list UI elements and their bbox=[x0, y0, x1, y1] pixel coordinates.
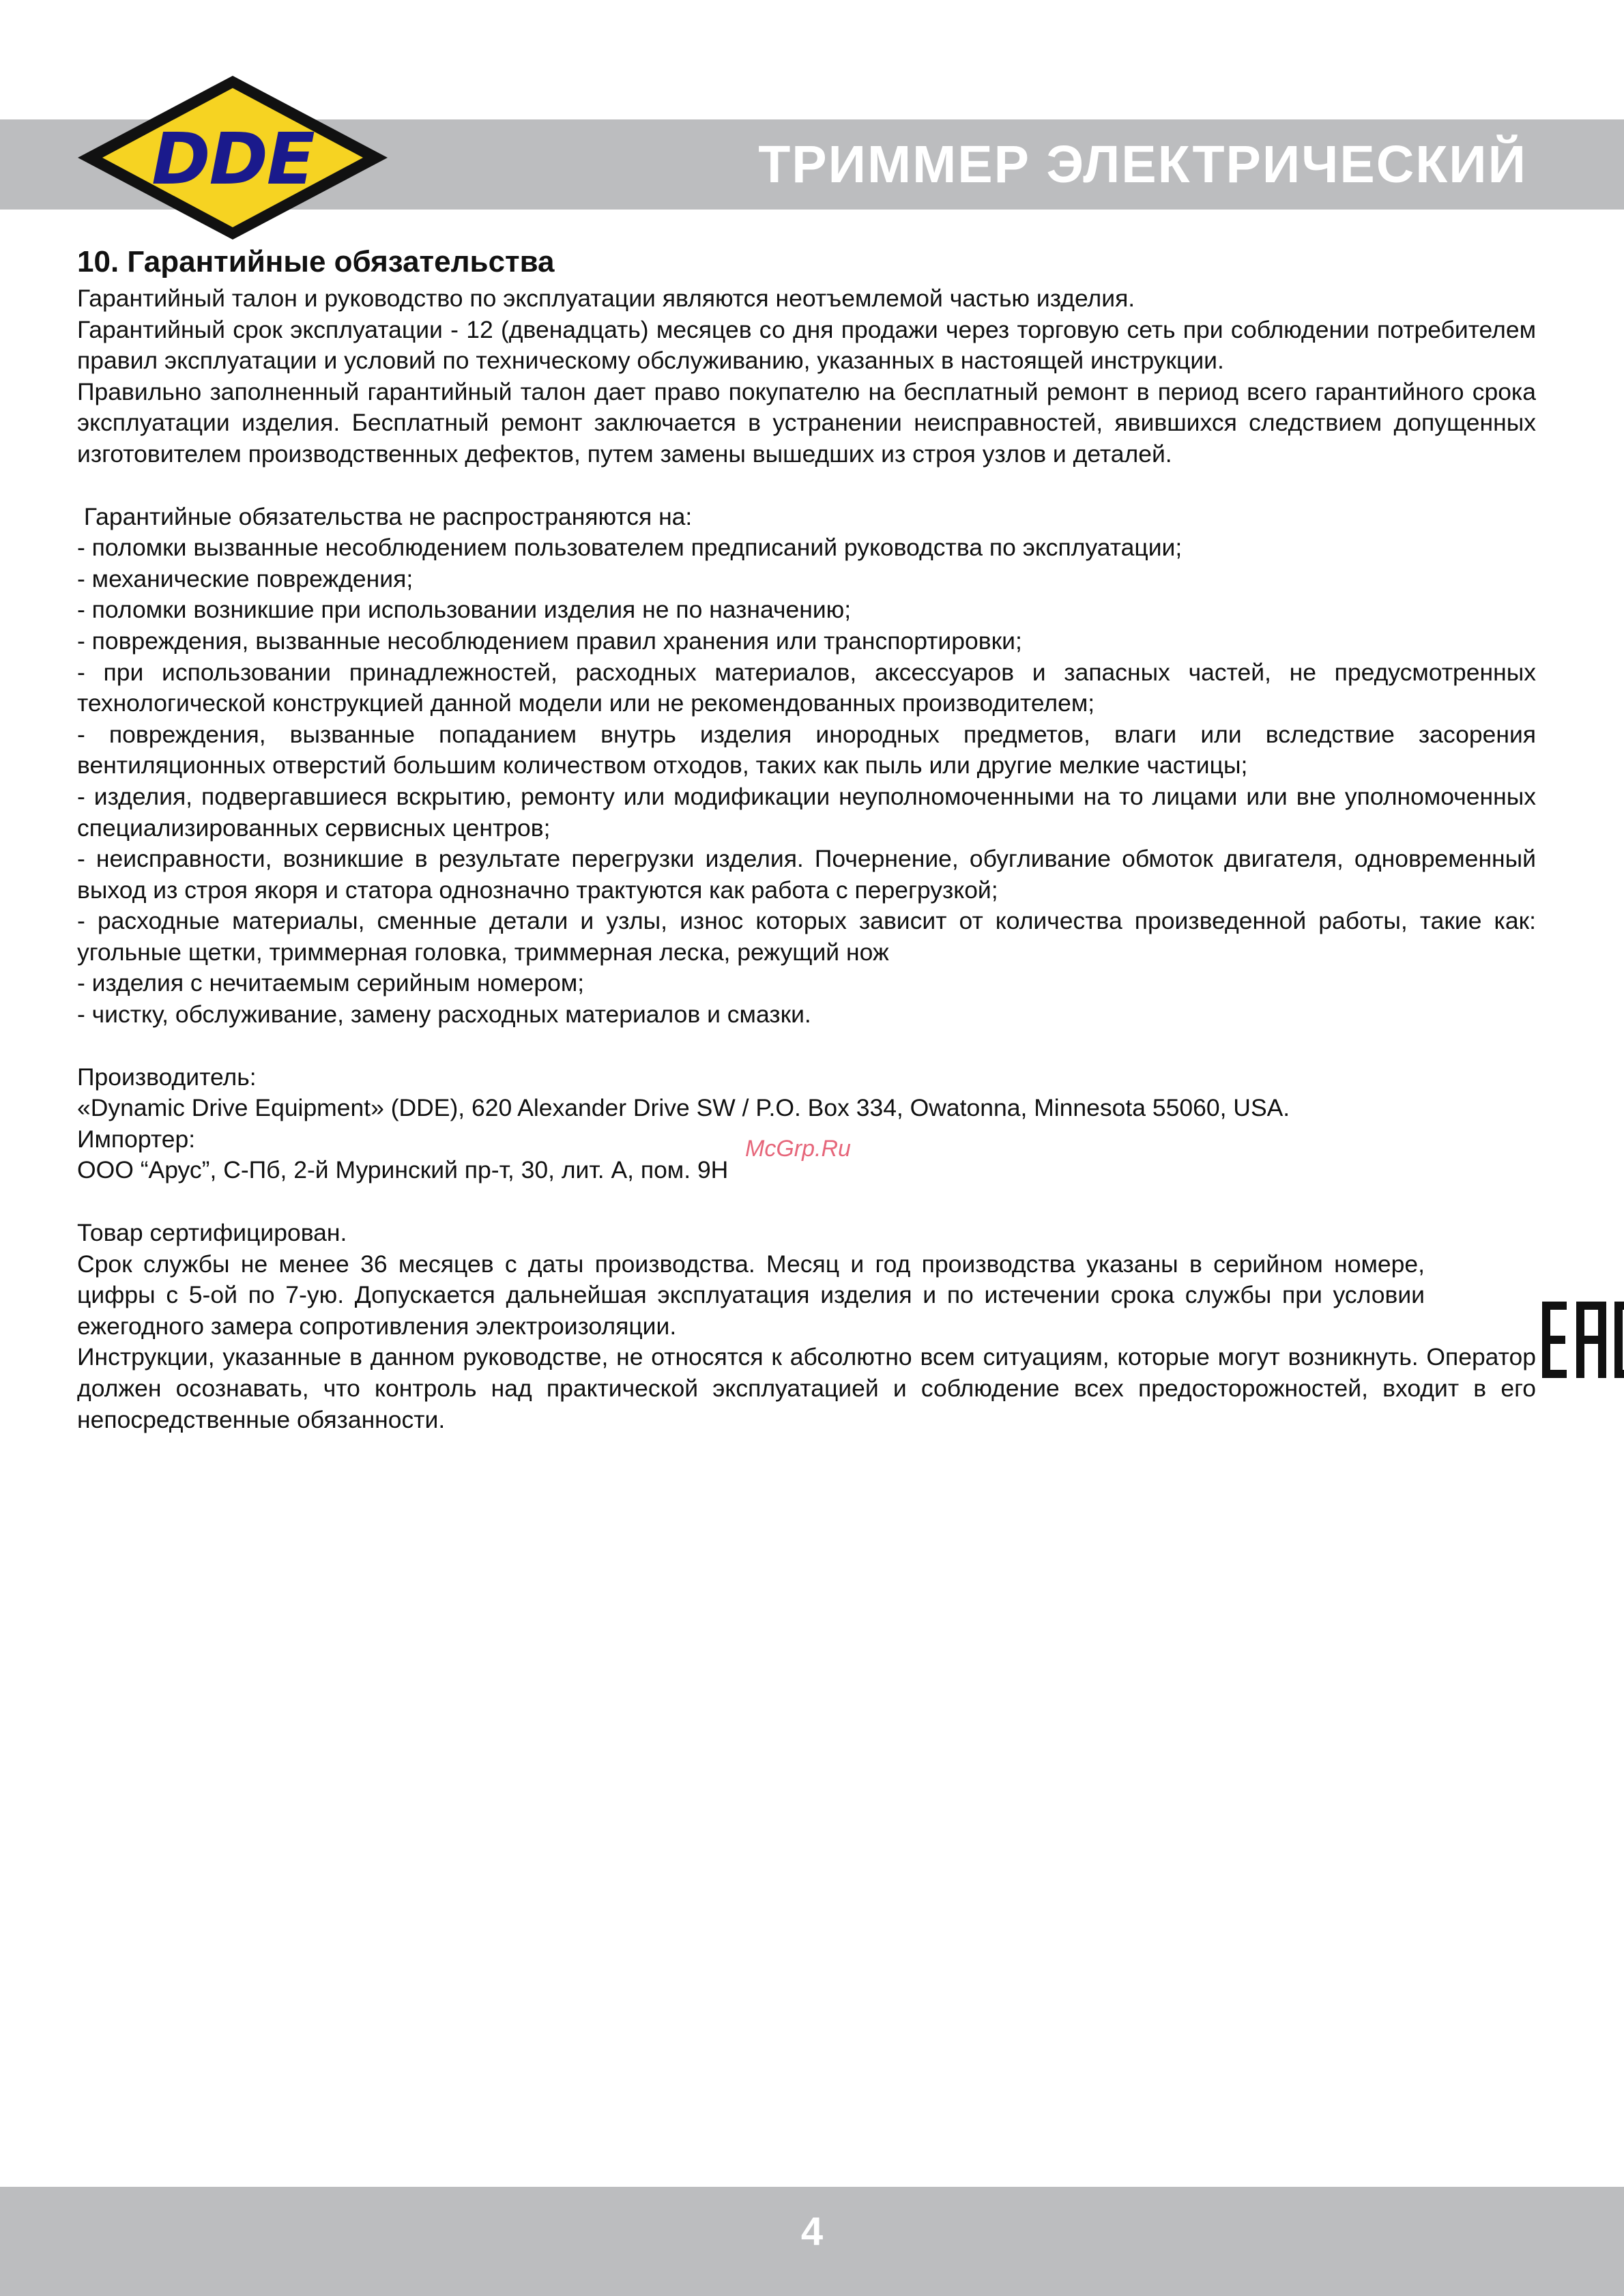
exclusion-item: - при использовании принадлежностей, расходных материалов, аксессуаров и запасных частей, не предусмотренных технологической конструкцией данной модели или не рекомендованных производителем; bbox=[77, 658, 1536, 717]
paragraph: Гарантийный талон и руководство по эксплуатации являются неотъемлемой частью изделия. bbox=[77, 285, 1135, 312]
manufacturer-label: Производитель: bbox=[77, 1063, 257, 1091]
importer-value: ООО “Арус”, С-Пб, 2-й Муринский пр-т, 30, лит. А, пом. 9Н bbox=[77, 1156, 729, 1184]
instructions-note: Инструкции, указанные в данном руководстве, не относятся к абсолютно всем ситуациям, которые могут возникнуть. Оператор должен осознавать, что контроль над практической эксплуатацией и соблюдение всех предосторожностей, входит в его непосредственные обязанности. bbox=[77, 1343, 1536, 1433]
spacer bbox=[77, 470, 1536, 502]
importer-label: Импортер: bbox=[77, 1125, 196, 1153]
dde-logo bbox=[74, 72, 392, 244]
spacer bbox=[77, 1031, 1536, 1062]
certified-text: Товар сертифицирован. bbox=[77, 1219, 347, 1247]
spacer bbox=[77, 1186, 1536, 1218]
exclusion-item: - неисправности, возникшие в результате перегрузки изделия. Почернение, обугливание обмоток двигателя, одновременный выход из строя якоря и статора однозначно трактуются как работа с перегрузкой; bbox=[77, 845, 1536, 904]
page-number: 4 bbox=[800, 2209, 824, 2254]
exclusion-item: - повреждения, вызванные попаданием внутрь изделия инородных предметов, влаги или вследствие засорения вентиляционных отверстий большим количеством отходов, таких как пыль или другие мелкие частицы; bbox=[77, 720, 1536, 779]
exclusion-item: - поломки возникшие при использовании изделия не по назначению; bbox=[77, 596, 852, 624]
paragraph: Гарантийный срок эксплуатации - 12 (двенадцать) месяцев со дня продажи через торговую сеть при соблюдении потребителем правил эксплуатации и условий по техническому обслуживанию, указанных в настоящей инструкции. bbox=[77, 315, 1536, 375]
exclusions-intro: Гарантийные обязательства не распространяются на: bbox=[77, 502, 693, 530]
exclusion-item: - изделия, подвергавшиеся вскрытию, ремонту или модификации неуполномоченными на то лицами или вне уполномоченных специализированных сервисных центров; bbox=[77, 782, 1536, 842]
manufacturer-value: «Dynamic Drive Equipment» (DDE), 620 Alexander Drive SW / P.O. Box 334, Owatonna, Minnesota 55060, USA. bbox=[77, 1094, 1290, 1122]
exclusion-item: - чистку, обслуживание, замену расходных материалов и смазки. bbox=[77, 1001, 811, 1029]
exclusion-item: - расходные материалы, сменные детали и узлы, износ которых зависит от количества произведенной работы, такие как: угольные щетки, триммерная головка, триммерная леска, режущий нож bbox=[77, 907, 1536, 966]
exclusion-item: - поломки вызванные несоблюдением пользователем предписаний руководства по эксплуатации; bbox=[77, 534, 1183, 562]
exclusion-item: - изделия с нечитаемым серийным номером; bbox=[77, 969, 585, 997]
service-life-text: Срок службы не менее 36 месяцев с даты производства. Месяц и год производства указаны в серийном номере, цифры с 5-ой по 7-ую. Допускается дальнейшая эксплуатация изделия и по истечении срока службы при условии ежегодного замера сопротивления электроизоляции. bbox=[77, 1250, 1425, 1340]
document-title: ТРИММЕР ЭЛЕКТРИЧЕСКИЙ bbox=[758, 135, 1527, 194]
main-content bbox=[77, 244, 1536, 1435]
logo-text: DDE bbox=[151, 117, 314, 201]
exclusion-item: - механические повреждения; bbox=[77, 564, 414, 592]
section-title: 10. Гарантийные обязательства bbox=[77, 245, 555, 278]
exclusion-item: - повреждения, вызванные несоблюдением правил хранения или транспортировки; bbox=[77, 627, 1022, 655]
eac-mark-icon bbox=[1541, 1299, 1624, 1381]
watermark: McGrp.Ru bbox=[745, 1136, 851, 1162]
certification-block bbox=[77, 1218, 1536, 1435]
paragraph: Правильно заполненный гарантийный талон дает право покупателю на бесплатный ремонт в период всего гарантийного срока эксплуатации изделия. Бесплатный ремонт заключается в устранении неисправностей, явившихся следствием допущенных изготовителем производственных дефектов, путем замены вышедших из строя узлов и деталей. bbox=[77, 377, 1536, 468]
